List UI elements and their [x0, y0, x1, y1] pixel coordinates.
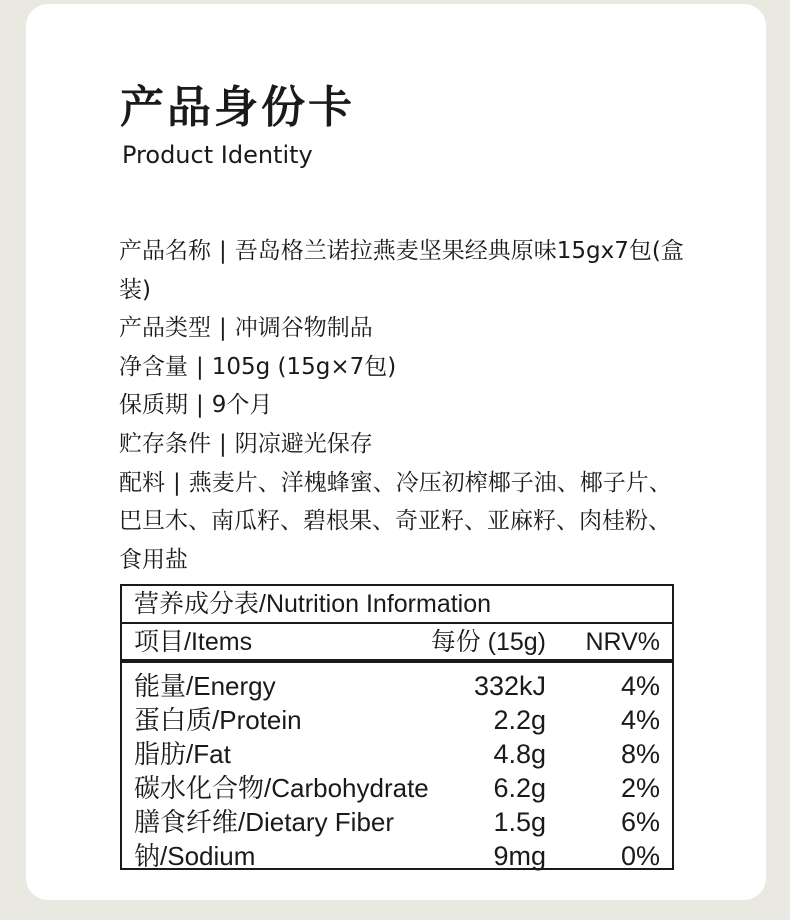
row-nrv: 4% — [620, 671, 660, 701]
page-title: 产品身份卡 — [120, 82, 355, 133]
nutrition-rows — [122, 663, 672, 873]
nutrition-table-header — [122, 624, 672, 663]
info-row-net-content — [119, 348, 689, 387]
row-per-serving: 1.5g — [493, 807, 546, 837]
info-value: 9个月 — [211, 392, 273, 419]
info-row-shelf-life — [119, 386, 689, 425]
info-label: 贮存条件 — [119, 430, 211, 457]
info-label: 保质期 — [119, 392, 188, 419]
row-nrv: 6% — [620, 807, 660, 837]
row-item: 蛋白质/Protein — [134, 705, 302, 735]
header-per-serving: 每份 (15g) — [430, 628, 546, 656]
info-separator: | — [219, 315, 227, 342]
info-row-ingredients — [119, 464, 689, 580]
info-row-name — [119, 232, 689, 309]
row-item: 能量/Energy — [134, 671, 276, 701]
table-row — [122, 669, 672, 703]
page-subtitle: Product Identity — [122, 141, 313, 169]
row-item: 脂肪/Fat — [134, 739, 231, 769]
info-separator: | — [196, 392, 204, 419]
table-row — [122, 703, 672, 737]
info-label: 产品名称 — [119, 238, 211, 264]
header-nrv: NRV% — [585, 628, 660, 656]
product-info-list — [119, 232, 689, 579]
info-value: 吾岛格兰诺拉燕麦坚果经典原味15gx7包(盒装) — [119, 238, 684, 303]
info-value: 阴凉避光保存 — [234, 430, 373, 457]
row-per-serving: 332kJ — [473, 671, 546, 701]
row-item: 膳食纤维/Dietary Fiber — [134, 807, 395, 837]
info-row-type — [119, 309, 689, 348]
info-value: 冲调谷物制品 — [234, 315, 373, 342]
table-row — [122, 839, 672, 873]
info-label: 净含量 — [119, 353, 188, 380]
table-row — [122, 771, 672, 805]
product-card — [26, 4, 766, 900]
info-separator: | — [173, 469, 181, 496]
header-item: 项目/Items — [134, 628, 253, 656]
info-separator: | — [219, 430, 227, 457]
info-row-storage — [119, 425, 689, 464]
row-nrv: 4% — [620, 705, 660, 735]
nutrition-table-title: 营养成分表/Nutrition Information — [122, 586, 672, 624]
row-item: 碳水化合物/Carbohydrate — [134, 773, 429, 803]
info-separator: | — [196, 353, 204, 380]
info-label: 配料 — [119, 469, 165, 496]
row-per-serving: 4.8g — [493, 739, 546, 769]
table-row — [122, 805, 672, 839]
info-value: 105g (15g×7包) — [211, 353, 397, 380]
table-row — [122, 737, 672, 771]
row-nrv: 2% — [620, 773, 660, 803]
row-per-serving: 9mg — [493, 841, 546, 871]
row-per-serving: 6.2g — [493, 773, 546, 803]
row-nrv: 8% — [620, 739, 660, 769]
row-nrv: 0% — [620, 841, 660, 871]
info-label: 产品类型 — [119, 315, 211, 342]
nutrition-table — [120, 584, 674, 870]
row-per-serving: 2.2g — [493, 705, 546, 735]
info-value: 燕麦片、洋槐蜂蜜、冷压初榨椰子油、椰子片、巴旦木、南瓜籽、碧根果、奇亚籽、亚麻籽、肉桂粉、食用盐 — [119, 469, 672, 573]
info-separator: | — [219, 238, 227, 264]
row-item: 钠/Sodium — [134, 841, 256, 871]
